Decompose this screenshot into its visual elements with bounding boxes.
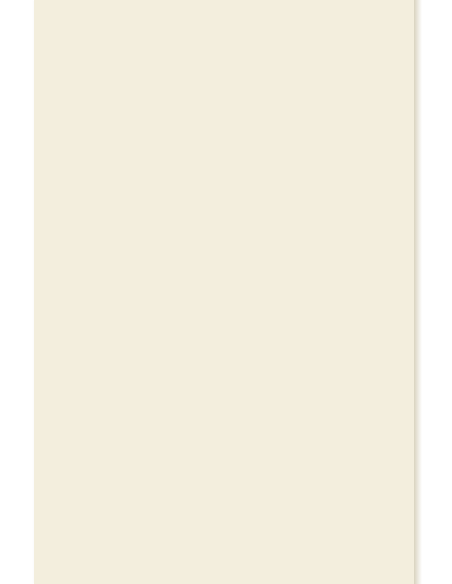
book-page: [34, 0, 414, 584]
page-edge-shadow: [414, 0, 422, 584]
